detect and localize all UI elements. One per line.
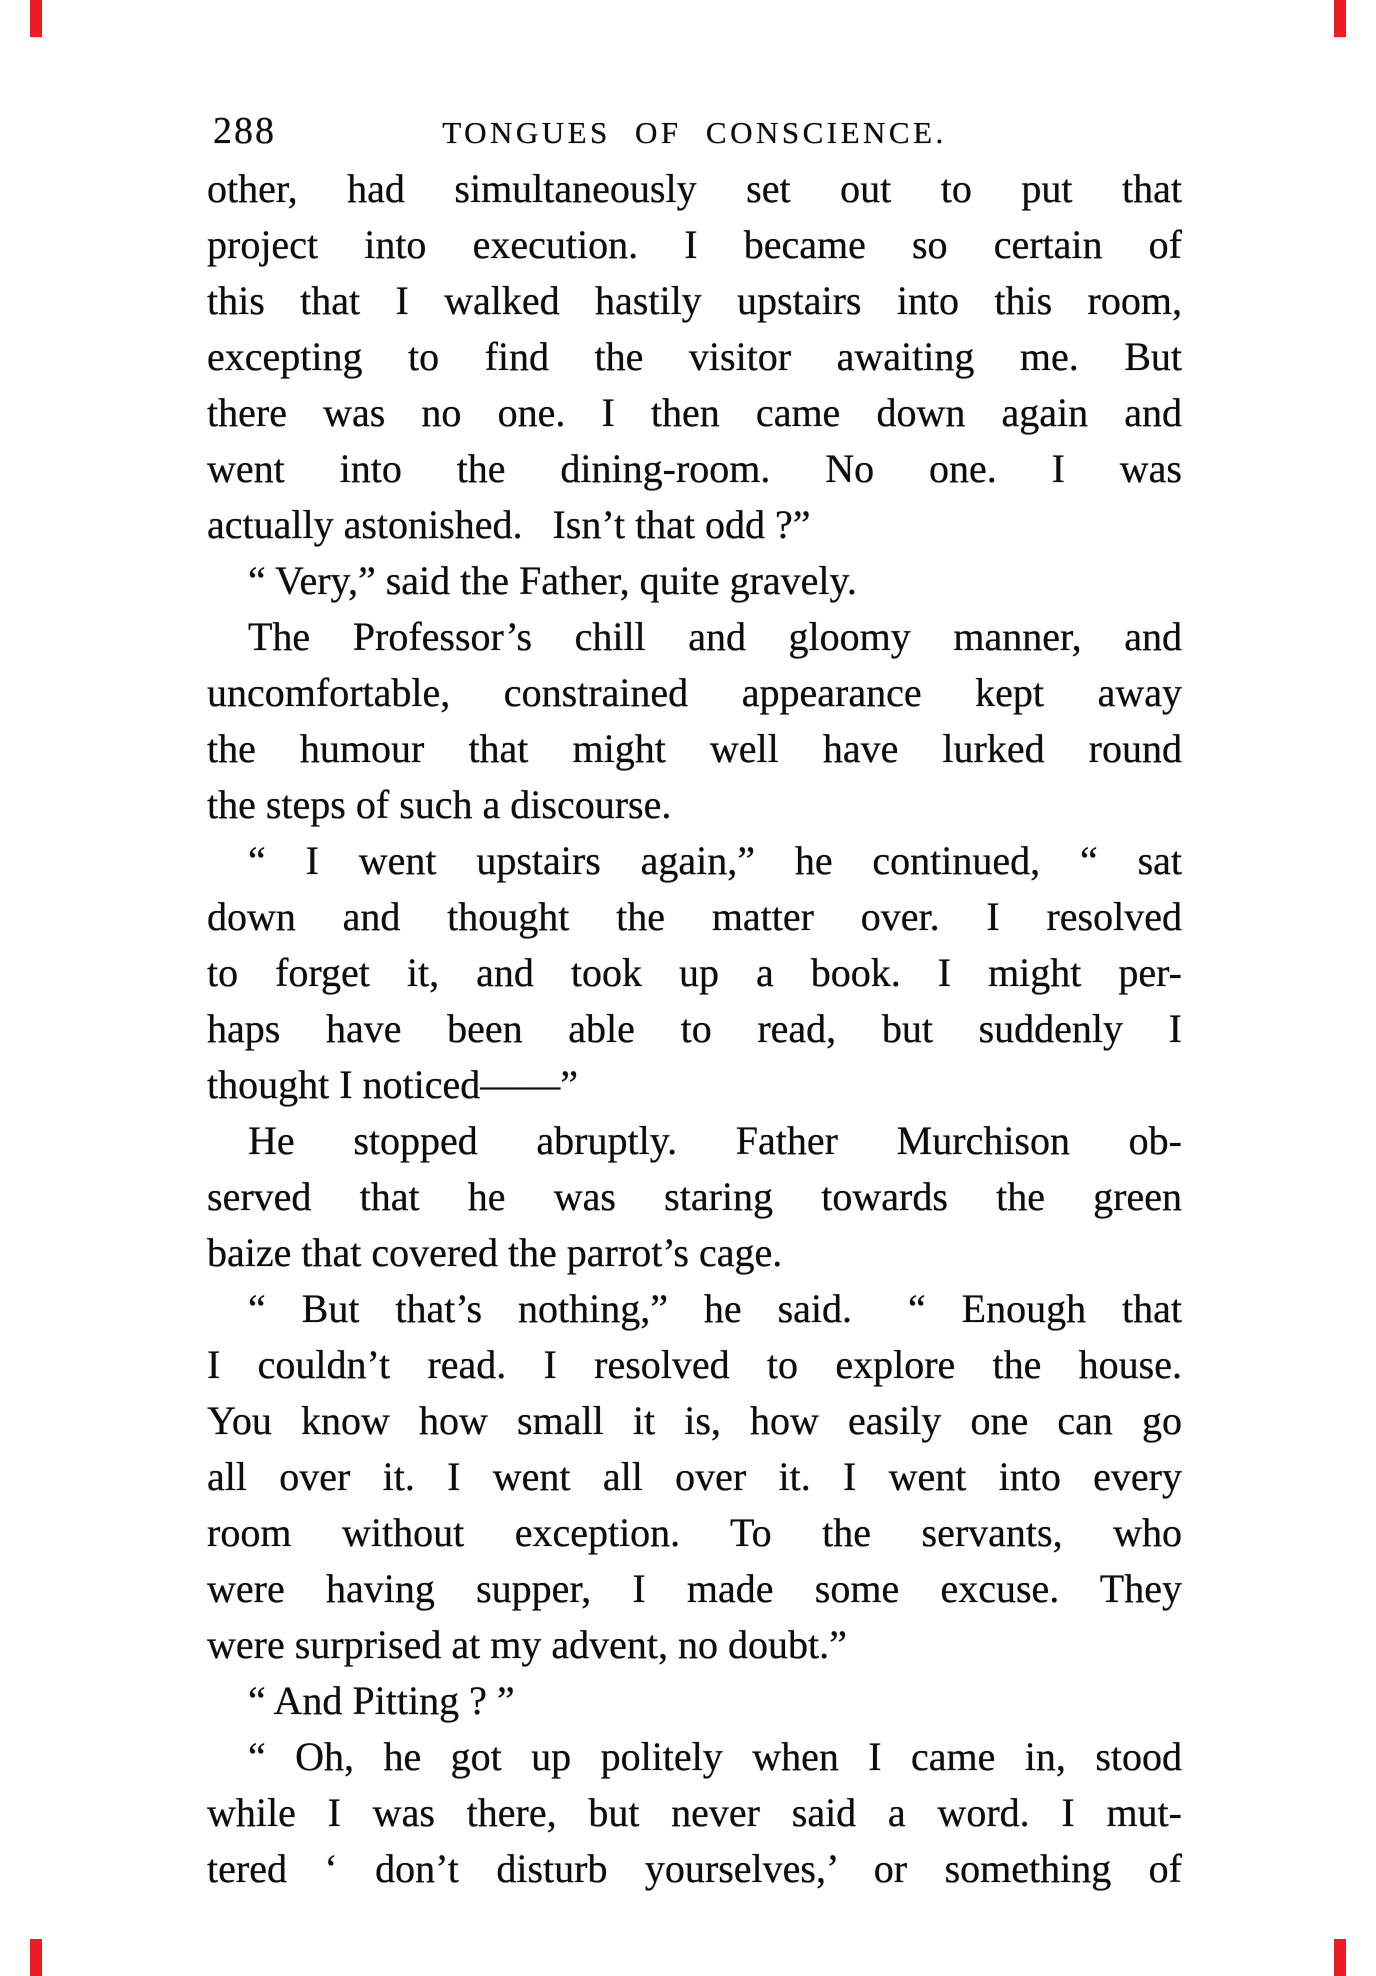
text-line: were having supper, I made some excuse. They xyxy=(207,1566,1182,1611)
text-line: baize that covered the parrot’s cage. xyxy=(207,1230,783,1275)
page-header xyxy=(207,103,1182,155)
text-line: project into execution. I became so certain of xyxy=(207,222,1182,267)
text-line: room without exception. To the servants, who xyxy=(207,1510,1182,1555)
page-number: 288 xyxy=(213,110,276,152)
text-line: uncomfortable, constrained appearance kept away xyxy=(207,670,1182,715)
text-line: tered ‘ don’t disturb yourselves,’ or something of xyxy=(207,1846,1182,1891)
text-line: other, had simultaneously set out to put that xyxy=(207,166,1182,211)
text-line: the humour that might well have lurked round xyxy=(207,726,1182,771)
text-line: haps have been able to read, but suddenly I xyxy=(207,1006,1182,1051)
red-corner-marker-bottom-right xyxy=(1334,1939,1346,1976)
text-line: “ Oh, he got up politely when I came in, stood xyxy=(248,1734,1182,1779)
text-line: The Professor’s chill and gloomy manner, and xyxy=(248,614,1182,659)
text-line: were surprised at my advent, no doubt.” xyxy=(207,1622,847,1667)
text-line: served that he was staring towards the green xyxy=(207,1174,1182,1219)
text-line: the steps of such a discourse. xyxy=(207,782,672,827)
text-line: to forget it, and took up a book. I might per- xyxy=(207,950,1182,995)
text-line: I couldn’t read. I resolved to explore the house. xyxy=(207,1342,1182,1387)
text-line: “ But that’s nothing,” he said. “ Enough that xyxy=(248,1286,1182,1331)
red-corner-marker-bottom-left xyxy=(30,1939,42,1976)
text-line: all over it. I went all over it. I went into every xyxy=(207,1454,1182,1499)
text-line: this that I walked hastily upstairs into this room, xyxy=(207,278,1182,323)
text-line: “ Very,” said the Father, quite gravely. xyxy=(248,558,857,603)
running-title: TONGUES OF CONSCIENCE. xyxy=(442,115,947,150)
text-line: thought I noticed——” xyxy=(207,1062,579,1107)
text-line: excepting to find the visitor awaiting me. But xyxy=(207,334,1182,379)
text-line: “ I went upstairs again,” he continued, “ sat xyxy=(248,838,1182,883)
text-line: You know how small it is, how easily one can go xyxy=(207,1398,1182,1443)
text-line: “ And Pitting ? ” xyxy=(248,1678,515,1723)
page-body xyxy=(207,161,1182,1897)
text-line: down and thought the matter over. I resolved xyxy=(207,894,1182,939)
text-line: went into the dining-room. No one. I was xyxy=(207,446,1182,491)
red-corner-marker-top-left xyxy=(30,0,42,37)
text-line: while I was there, but never said a word. I mut- xyxy=(207,1790,1182,1835)
text-line: He stopped abruptly. Father Murchison ob- xyxy=(248,1118,1182,1163)
red-corner-marker-top-right xyxy=(1334,0,1346,37)
text-line: there was no one. I then came down again and xyxy=(207,390,1182,435)
text-line: actually astonished. Isn’t that odd ?” xyxy=(207,502,811,547)
